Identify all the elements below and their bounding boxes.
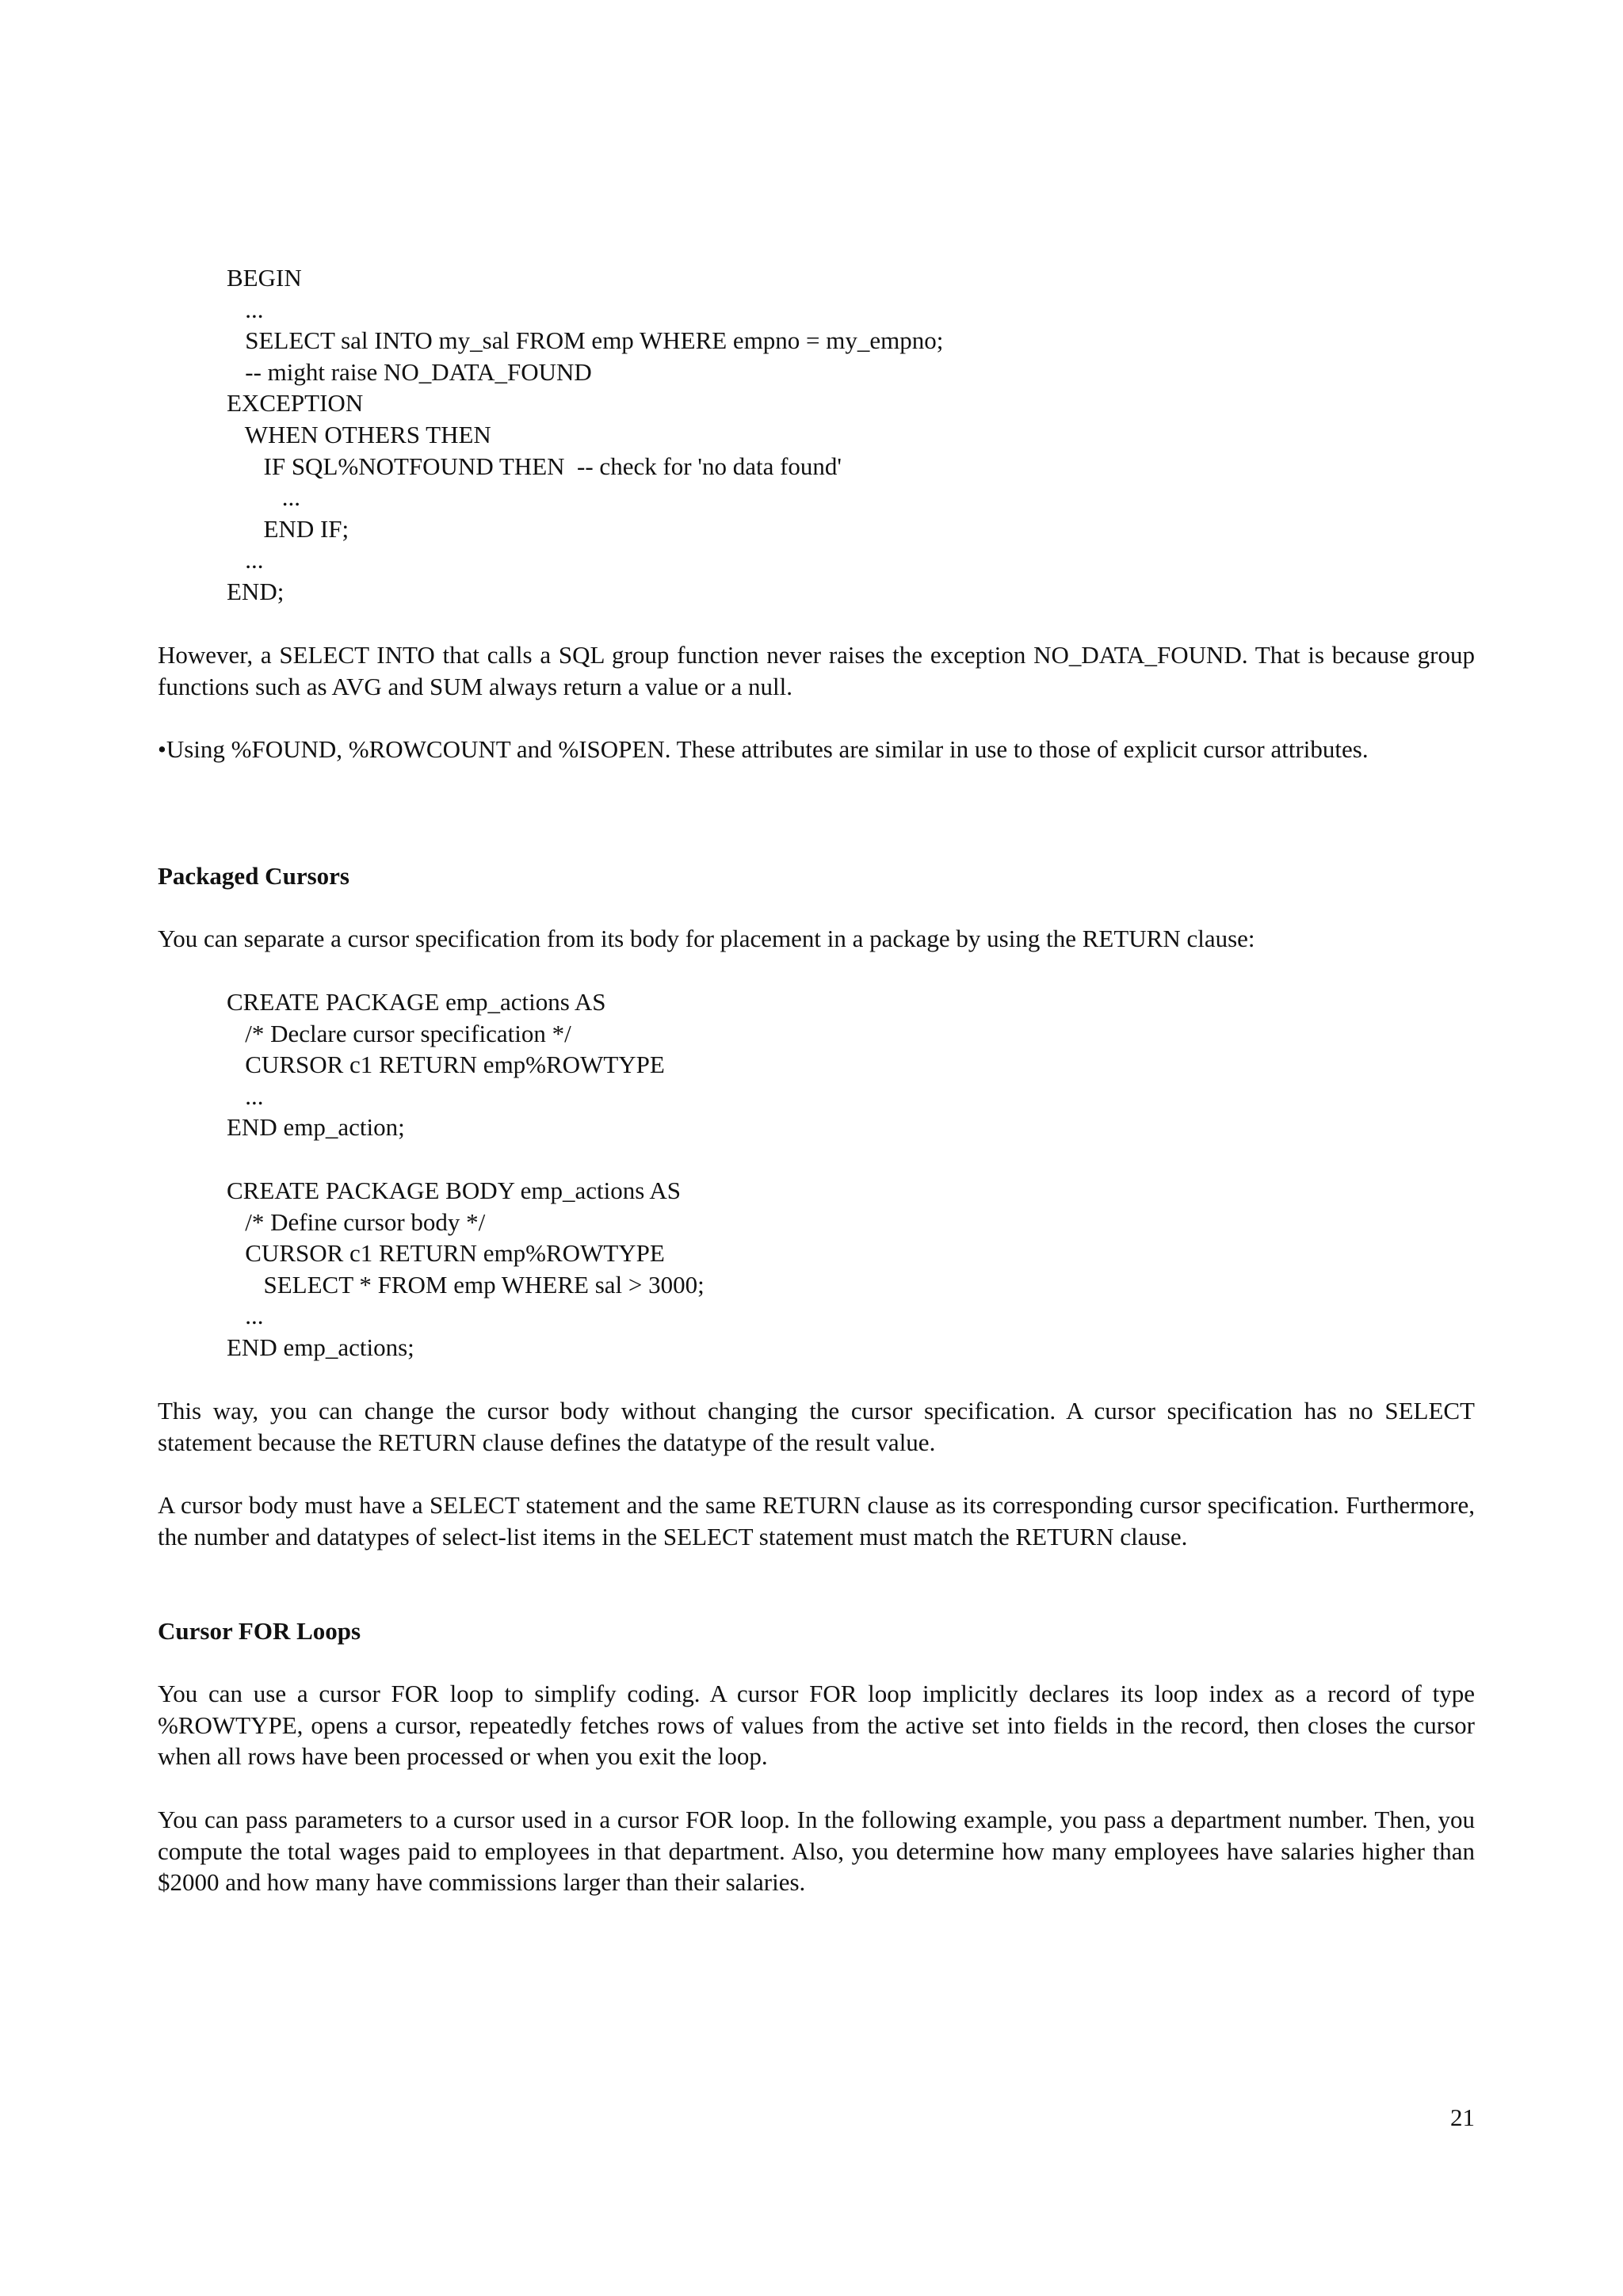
- paragraph-parameters: You can pass parameters to a cursor used in a cursor FOR loop. In the following example, you pass a department number. Then, you compute the total wages paid to employees in that department. Also, you determine how many employees have salaries higher than $2000 and how many have commissions larger than their salaries.: [158, 1806, 1475, 1897]
- code-block-package-spec: [227, 986, 665, 1143]
- paragraph-attributes: •Using %FOUND, %ROWCOUNT and %ISOPEN. These attributes are similar in use to those of explicit cursor attributes.: [158, 735, 1369, 763]
- code-line: /* Define cursor body */: [227, 1207, 486, 1236]
- code-line: END IF;: [227, 514, 349, 543]
- section-heading-packaged-cursors: Packaged Cursors: [158, 862, 349, 890]
- code-line: -- might raise NO_DATA_FOUND: [227, 357, 592, 386]
- code-line: ...: [227, 546, 264, 574]
- code-line: END emp_actions;: [227, 1333, 414, 1361]
- code-line: END;: [227, 577, 285, 605]
- paragraph-for-loop: You can use a cursor FOR loop to simplify coding. A cursor FOR loop implicitly declares its loop index as a record of type %ROWTYPE, opens a cursor, repeatedly fetches rows of values from the active set into fields in the record, then closes the cursor when all rows have been processed or when you exit the loop.: [158, 1680, 1475, 1771]
- section-heading-cursor-for-loops: Cursor FOR Loops: [158, 1617, 361, 1645]
- code-line: ...: [227, 483, 300, 512]
- code-block-package-body: [227, 1175, 705, 1363]
- code-line: SELECT * FROM emp WHERE sal > 3000;: [227, 1270, 705, 1299]
- code-line: /* Declare cursor specification */: [227, 1019, 571, 1047]
- code-line: CURSOR c1 RETURN emp%ROWTYPE: [227, 1239, 665, 1268]
- paragraph-cursor-body: A cursor body must have a SELECT statement and the same RETURN clause as its corresponding cursor specification. Furthermore, the number and datatypes of select-list items in the SELECT statement must match the RETURN clause.: [158, 1491, 1475, 1550]
- code-line: ...: [227, 1302, 264, 1330]
- code-line: IF SQL%NOTFOUND THEN -- check for 'no data found': [227, 452, 842, 480]
- code-line: ...: [227, 1081, 264, 1110]
- code-line: CURSOR c1 RETURN emp%ROWTYPE: [227, 1051, 665, 1079]
- code-line: EXCEPTION: [227, 389, 364, 418]
- paragraph-separate-spec: You can separate a cursor specification from its body for placement in a package by using the RETURN clause:: [158, 925, 1255, 952]
- code-line: SELECT sal INTO my_sal FROM emp WHERE empno = my_empno;: [227, 326, 944, 355]
- code-block-exception: [227, 262, 943, 608]
- code-line: WHEN OTHERS THEN: [227, 420, 491, 448]
- page-number: 21: [1450, 2103, 1475, 2131]
- code-line: BEGIN: [227, 264, 302, 292]
- code-line: CREATE PACKAGE emp_actions AS: [227, 988, 606, 1016]
- code-line: CREATE PACKAGE BODY emp_actions AS: [227, 1177, 681, 1204]
- code-line: END emp_action;: [227, 1113, 405, 1142]
- code-line: ...: [227, 295, 264, 323]
- paragraph-group-function: However, a SELECT INTO that calls a SQL group function never raises the exception NO_DATA_FOUND. That is because group functions such as AVG and SUM always return a value or a null.: [158, 641, 1475, 700]
- paragraph-this-way: This way, you can change the cursor body without changing the cursor specification. A cursor specification has no SELECT statement because the RETURN clause defines the datatype of the result value.: [158, 1397, 1475, 1456]
